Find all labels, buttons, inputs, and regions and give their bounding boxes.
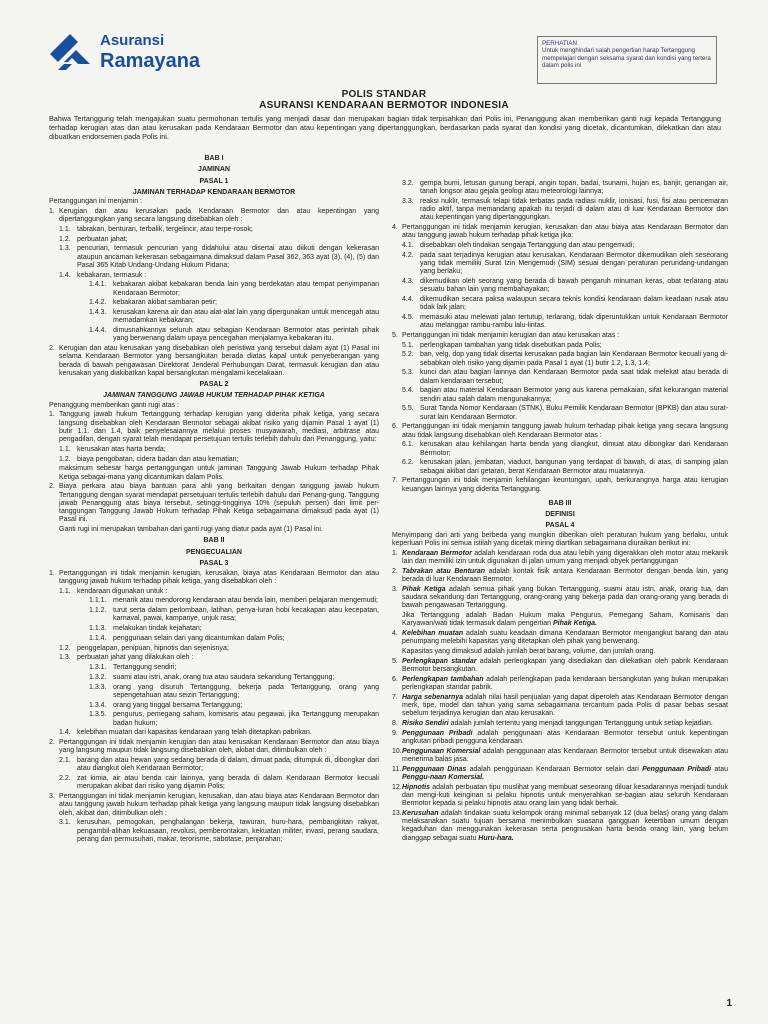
subclause: 4.3. dikemudikan oleh seorang yang berada di bawah pengaruh minuman keras, obat terlarang atau sesuatu bahan lain yang membahayakan; xyxy=(402,277,728,293)
paragraph: Ganti rugi ini merupakan tambahan dari ganti rugi yang diatur pada ayat (1) Pasal ini. xyxy=(59,526,323,533)
definition: 8. Risiko Sendiri adalah jumlah tertentu yang menjadi tanggungan Tertanggung untuk setiap kejadian. xyxy=(392,719,713,727)
subclause: 1.1. kerusakan atas harta benda; xyxy=(59,445,166,453)
notice-text: Untuk menghindari salah pengertian harap Tertanggung mempelajari dengan seksama syarat dan kondisi yang tertera dalam polis ini xyxy=(542,47,711,70)
subclause: 1.4. kelebihan muatan dari kapasitas kendaraan yang telah ditetapkan pabrikan. xyxy=(59,729,312,737)
subclause: 1.2. perbuatan jahat; xyxy=(59,235,128,243)
clause: 7. Pertanggungan ini tidak menjamin kehilangan keuntungan, upah, berkurangnya harga atau kerugian keuangan lainnya yang diderita Tertanggung. xyxy=(392,477,728,493)
sub-subclause: 1.1.1. menarik atau mendorong kendaraan atau benda lain, memberi pelajaran mengemudi; xyxy=(89,597,378,605)
pasal-heading: PASAL 3 xyxy=(199,559,229,567)
subclause: 4.4. dikemudikan secara paksa walaupun secara teknis kondisi kendaraan dalam keadaan rusak atau tidak laik jalan; xyxy=(402,295,728,311)
pasal-heading: PASAL 4 xyxy=(545,522,575,530)
bab-title: DEFINISI xyxy=(545,511,575,518)
clause: 1. Tanggung jawab hukum Tertanggung terhadap kerugian yang diderita pihak ketiga, yang secara langsung disebabkan oleh Kendaraan Bermotor sebagai akibat risiko yang dijamin Pasal 1 ayat (1) butir 1.1. dan 1.4, baik penyelesaiannya melalui proses musyawarah, mediasi, arbitrase atau pengadilan, dengan syarat telah mendapat persetujuan tertulis terlebih dahulu dari Penanggung, yaitu: xyxy=(49,411,379,443)
clause: 4. Pertanggungan ini tidak menjamin kerugian, kerusakan dan atau biaya atas Kendaraan Bermotor dan atau tanggung jawab hukum terhadap pihak ketiga jika: xyxy=(392,223,728,239)
sub-subclause: 1.4.3. kerusakan karena air dan atau alat-alat lain yang dipergunakan untuk mencegah atau memadamkan kebakaran; xyxy=(89,309,379,325)
definition: 3. Pihak Ketiga adalah semua pihak yang bukan Tertanggung, suami atau istri, anak, orang tua, dan saudara sekandung dari Tertanggung, orang-orang yang bekerja pada dan orang-orang yang berada di bawah pengawasan Tertanggung. xyxy=(392,585,728,609)
pasal-heading: PASAL 1 xyxy=(199,177,229,185)
intro-paragraph: Bahwa Tertanggung telah mengajukan suatu permohonan tertulis yang menjadi dasar dan merupakan bagian tidak terpisahkan dari Polis ini, Penanggung akan memberikan ganti rugi kepada Tertanggung terhadap kerugian atas dan atau kerusakan pada Kendaraan Bermotor dan atau kepentingan yang dipertanggungkan, berdasarkan pada syarat dan kondisi yang dicetak, dicantumkan, dilekatkan dan atau dibuatkan endorsemen pada Polis ini. xyxy=(49,114,721,141)
sub-subclause: 1.3.5. pengurus, pemegang saham, komisaris atau pegawai, jika Tertanggung merupakan badan hukum; xyxy=(89,711,379,727)
notice-title: PERHATIAN xyxy=(542,40,577,47)
subclause: 1.1. kendaraan digunakan untuk : xyxy=(59,587,168,595)
subclause: 1.1. tabrakan, benturan, terbalik, tergelincir, atau terpe-rosok; xyxy=(59,225,253,233)
logo-text-asuransi: Asuransi xyxy=(100,32,165,49)
clause: 2. Kerugian dan atau kerusakan yang disebabkan oleh peristiwa yang tersebut dalam ayat (1) Pasal ini selama Kendaraan Bermotor yang bersangkutan berada diatas kapal untuk penyeberangan yang berada di bawah pengawasan Direktorat Jenderal Perhubungan Darat, termasuk kerugian dan atau kerusakan yang diakibatkan kapal bersangkutan mengalami kecelakaan. xyxy=(49,345,379,377)
subclause: 1.4. kebakaran, termasuk : xyxy=(59,271,147,279)
subclause: 4.5. memasuki atau melewati jalan tertutup, terlarang, tidak diperuntukkan untuk Kendaraan Bermotor atau melanggar rambu-rambu lalu-lintas. xyxy=(402,313,728,329)
subclause: 1.3. pencurian, termasuk pencurian yang didahului atau disertai atau diikuti dengan kekerasan ataupun ancaman kekerasan sebagaimana dimaksud dalam Pasal 362, 363 ayat (3), (4), (5) dan Pasal 365 Kitab Undang-Undang Hukum Pidana; xyxy=(59,245,379,269)
subclause: 3.3. reaksi nuklir, termasuk telapi tidak terbatas pada radiasi nuklir, ionisasi, fusi, fisi atau pencemaran radio aktif, tanpa memandang apakah itu terjadi di dalam atau di luar Kendaraan Bermotor dan atau kepentingan yang dipertanggungkan. xyxy=(402,197,728,221)
attention-notice xyxy=(537,36,717,84)
bab-heading: BAB II xyxy=(203,537,225,545)
paragraph: Kapasitas yang dimaksud adalah jumlah berat barang, volume, dan jumlah orang. xyxy=(402,647,656,655)
definition: 12. Hipnotis adalah perbuatan tipu muslihat yang membuat seseorang diluar kesadarannya menjadi tunduk dan mengi-kuti keinginan si pelaku hipnotis untuk menyerahkan se-bagian atau seluruh Kendaraan Bermotor kepada si pelaku hipnotis atau orang lain yang tidak berhak. xyxy=(392,783,728,807)
bab-title: PENGECUALIAN xyxy=(185,548,242,556)
paragraph: maksimum sebesar harga pertanggungan untuk jaminan Tanggung Jawab Hukum terhadap Pihak Ketiga sebagai-mana yang dicantumkan dalam Polis. xyxy=(59,465,379,481)
sub-subclause: 1.3.3. orang yang disuruh Tertanggung, bekerja pada Tertanggung, orang yang sepengetahuan atau seizin Tertanggung; xyxy=(89,683,379,699)
sub-subclause: 1.3.4. orang yang tinggal bersama Tertanggung; xyxy=(89,701,243,709)
subclause: 6.2. kerusakan jalan, jembatan, viaduct, bangunan yang terdapat di bawah, di atas, di samping jalan sebagai akibat dari getaran, berat Kendaraan Bermotor atau muatannya. xyxy=(402,459,728,475)
definition: 6. Perlengkapan tambahan adalah perlengkapan pada kendaraan bersangkutan yang bukan merupakan perlengkapan standar pabrik. xyxy=(392,675,729,691)
right-column xyxy=(392,178,728,844)
clause: 5. Pertanggungan ini tidak menjamin kerugian dan atau kerusakan atas : xyxy=(392,331,620,339)
sub-subclause: 1.4.4. dimusnahkannya seluruh atau sebagian Kendaraan Bermotor atas perintah pihak yang berwenang dalam upaya pencegahan menjalarnya kebakaran itu. xyxy=(89,327,379,343)
paragraph: Pertanggungan ini menjamin : xyxy=(49,198,143,205)
clause: 2. Biaya perkara atau biaya bantuan para ahli yang berkaitan dengan tanggung jawab hukum Tertanggung dengan syarat mendapat persetujuan tertulis terlebih dahulu dari Penang-gung. Tanggung jawab Penanggung atas biaya tersebut, setinggi-tingginya 10% (sepuluh persen) dari limit per-tanggungan Tanggung Jawab Hukum terhadap Pihak Ketiga sebagaimana dimaksud pada ayat (1) Pasal ini. xyxy=(49,483,379,524)
subclause: 5.2. ban, velg, dop yang tidak disertai kerusakan pada bagian lain Kendaraan Bermotor kecuali yang di-sebabkan oleh risiko yang dijamin pada Pasal 1 ayat (1) butir 1.2, 1.3, 1.4; xyxy=(402,351,728,367)
clause: 1. Pertanggungan ini tidak menjamin kerugian, kerusakan, biaya atas Kendaraan Bermotor dan atau tanggung jawab hukum terhadap pihak ketiga, yang disebabkan oleh : xyxy=(49,569,379,585)
definition: 4. Kelebihan muatan adalah suatu keadaan dimana Kendaraan Bermotor mengangkut barang dan atau penumpang melebihi kapasitas yang ditetapkan oleh pihak yang berwenang. xyxy=(392,629,728,645)
definition: 1. Kendaraan Bermotor adalah kendaraan roda dua atau lebih yang digerakkan oleh motor atau mekanik lain dan memiliki izin untuk digunakan di jalan umum yang menjadi obyek pertanggungan xyxy=(392,549,728,565)
definition: 5. Perlengkapan standar adalah perlengkapan yang disediakan dan dilekatkan oleh pabrik Kendaraan Bermotor bersangkutan. xyxy=(392,657,728,673)
clause: 6. Pertanggungan ini tidak menjamin tanggung jawab hukum terhadap pihak ketiga yang secara langsung atau tidak langsung disebabkan oleh Kendaraan Bermotor atas : xyxy=(392,423,728,439)
sub-subclause: 1.4.2. kebakaran akibat sambaran petir; xyxy=(89,299,217,307)
subclause: 1.2. penggelapan, penipuan, hipnotis dan sejenisnya; xyxy=(59,644,229,652)
pasal-heading: PASAL 2 xyxy=(199,381,229,388)
definition: 7. Harga sebenarnya adalah nilai hasil penjualan yang dapat diperoleh atas Kendaraan Bermotor dengan merk, tipe, model dan tahun yang sama sebagaimana tercantum pada Polis di pasar bebas sesaat sebelum terjadinya kerugian dan atau kerusakan. xyxy=(392,693,728,717)
subclause: 5.5. Surat Tanda Nomor Kendaraan (STNK), Buku Pemilik Kendaraan Bermotor (BPKB) dan atau surat-surat lain Kendaraan Bermotor. xyxy=(402,405,728,421)
definition: 11. Penggunaan Dinas adalah penggunaan Kendaraan Bermotor selain dari Penggunaan Pribadi atau Penggu-naan Komersial. xyxy=(392,765,728,781)
left-column xyxy=(49,152,379,846)
ramayana-logo-icon xyxy=(50,32,92,72)
page-number: 1 xyxy=(726,998,732,1010)
subclause: 1.3. perbuatan jahat yang dilakukan oleh : xyxy=(59,654,194,662)
bab-heading: BAB I xyxy=(204,155,224,162)
definition: 13. Kerusuhan adalah tindakan suatu kelompok orang minimal sebanyak 12 (dua belas) orang yang dalam melaksanakan suatu tujuan bersama menimbulkan suasana gangguan ketertiban umum dengan kegaduhan dan menggunakan kekerasan serta pengrusakan harta benda orang lain, yang belum dianggap sebagai suatu Huru-hara. xyxy=(392,809,728,842)
subclause: 6.1. kerusakan atau kehilangan harta benda yang diangkut, dimuat atau dibongkar dari Kendaraan Bermotor; xyxy=(402,441,728,457)
subclause: 1.2. biaya pengobatan, cidera badan dan atau kematian; xyxy=(59,455,239,463)
sub-subclause: 1.1.2. turut serta dalam perlombaan, latihan, penya-luran hobi kecakapan atau kecepatan, karnaval, pawai, kampanye, unjuk rasa; xyxy=(89,607,379,623)
sub-subclause: 1.3.1. Tertanggung sendiri; xyxy=(89,664,177,671)
clause: 1. Kerugian dan atau kerusakan pada Kendaraan Bermotor dan atau kepentingan yang dipertanggungkan yang secara langsung disebabkan oleh : xyxy=(49,207,379,223)
document-title: POLIS STANDAR xyxy=(341,89,427,100)
subclause: 5.1. perlengkapan tambahan yang tidak disebutkan pada Polis; xyxy=(402,341,602,349)
definition: 9. Penggunaan Pribadi adalah penggunaan atas Kendaraan Bermotor tersebut untuk kepentingan angkutan pribadi pengguna kendaraan. xyxy=(392,729,728,745)
paragraph: Jika Tertanggung adalah Badan Hukum maka Pengurus, Pemegang Saham, Komisaris dan Karyawan/wati tidak termasuk dalam pengertian Pihak Ketiga. xyxy=(402,611,728,627)
clause: 3. Pertanggungan ini tidak menjamin kerugian, kerusakan, dan atau biaya atas Kendaraan Bermotor dan atau tanggung jawab hukum terhadap pihak ketiga yang langsung maupun tidak langsung disebabkan oleh, akibat dari, ditimbulkan oleh : xyxy=(49,793,379,817)
definition: 10. Penggunaan Komersial adalah penggunaan atas Kendaraan Bermotor tersebut untuk disewakan atau menerima balas jasa. xyxy=(392,747,728,763)
definition: 2. Tabrakan atau Benturan adalah kontak fisik antara Kendaraan Bermotor dengan benda lain, yang berada di luar Kendaraan Bermotor. xyxy=(392,567,728,583)
clause: 2. Pertanggungan ini tidak menjamin kerugian dan atau kerusakan Kendaraan Bermotor dan atau biaya yang langsung maupun tidak langsung disebabkan oleh, akibat dari, ditimbulkan oleh : xyxy=(49,739,379,755)
subclause: 3.2. gempa bumi, letusan gunung berapi, angin topan, badai, tsunami, hujan es, banjir, genangan air, tanah longsor atau gejala geologi atau meteorologi lainnya; xyxy=(402,179,728,195)
subclause: 5.3. kunci dan atau bagian lainnya dari Kendaraan Bermotor pada saat tidak melekat atau berada di dalam kendaraan tersebut; xyxy=(402,369,728,385)
bab-heading: BAB III xyxy=(548,499,572,507)
paragraph: Penanggung memberikan ganti rugi atas : xyxy=(49,401,179,409)
document-subtitle: ASURANSI KENDARAAN BERMOTOR INDONESIA xyxy=(259,100,509,111)
sub-subclause: 1.1.3. melakukan tindak kejahatan; xyxy=(89,625,202,632)
subclause: 2.2. zat kimia, air atau benda cair lainnya, yang berada di dalam Kendaraan Bermotor kecuali merupakan akibat dari risiko yang dijamin Polis; xyxy=(59,775,379,791)
subclause: 4.1. disebabkan oleh tindakan sengaja Tertanggung dan atau pengemudi; xyxy=(402,241,635,249)
subclause: 5.4. bagian atau material Kendaraan Bermotor yang aus karena pemakaian, sifat kekurangan material sendiri atau salah dalam mengunakannya; xyxy=(402,387,728,403)
logo-text-ramayana: Ramayana xyxy=(100,50,201,72)
pasal-title: JAMINAN TANGGUNG JAWAB HUKUM TERHADAP PIHAK KETIGA xyxy=(103,392,325,400)
sub-subclause: 1.3.2. suami atau istri, anak, orang tua atau saudara sekandung Tertanggung; xyxy=(89,673,335,681)
pasal-title: JAMINAN TERHADAP KENDARAAN BERMOTOR xyxy=(132,188,296,196)
bab-title: JAMINAN xyxy=(198,166,230,174)
sub-subclause: 1.4.1. kebakaran akibat kebakaran benda lain yang berdekatan atau tempat penyimpanan Kendaraan Bermotor; xyxy=(89,281,379,297)
paragraph: Menyimpang dari arti yang berbeda yang mungkin diberikan oleh peraturan hukum yang berlaku, untuk keperluan Polis ini semua istilah yang dicetak miring diartikan sebagaimana diuraikan berikut ini: xyxy=(392,531,728,547)
subclause: 3.1. kerusuhan, pemogokan, penghalangan bekerja, tawuran, huru-hara, pembangkitan rakyat, pengambil-alihan kekuasaan, revolusi, pemberontakan, kekuatan militer, invasi, perang saudara, perang dan permusuhan, makar, terorisme, sabotase, penjarahan; xyxy=(59,819,379,843)
subclause: 4.2. pada saat terjadinya kerugian atau kerusakan, Kendaraan Bermotor dikemudikan oleh seseorang yang tidak memiliki Surat Izin Mengemudi (SIM) sesuai dengan peraturan perundang-undangan yang berlaku; xyxy=(402,251,728,275)
subclause: 2.1. barang dan atau hewan yang sedang berada di dalam, dimuat pada, ditumpuk di, dibongkar dari atau diangkut oleh Kendaraan Bermotor; xyxy=(59,757,379,773)
company-logo xyxy=(50,26,250,76)
sub-subclause: 1.1.4. penggunaan selain dari yang dicantumkan dalam Polis; xyxy=(89,634,285,642)
